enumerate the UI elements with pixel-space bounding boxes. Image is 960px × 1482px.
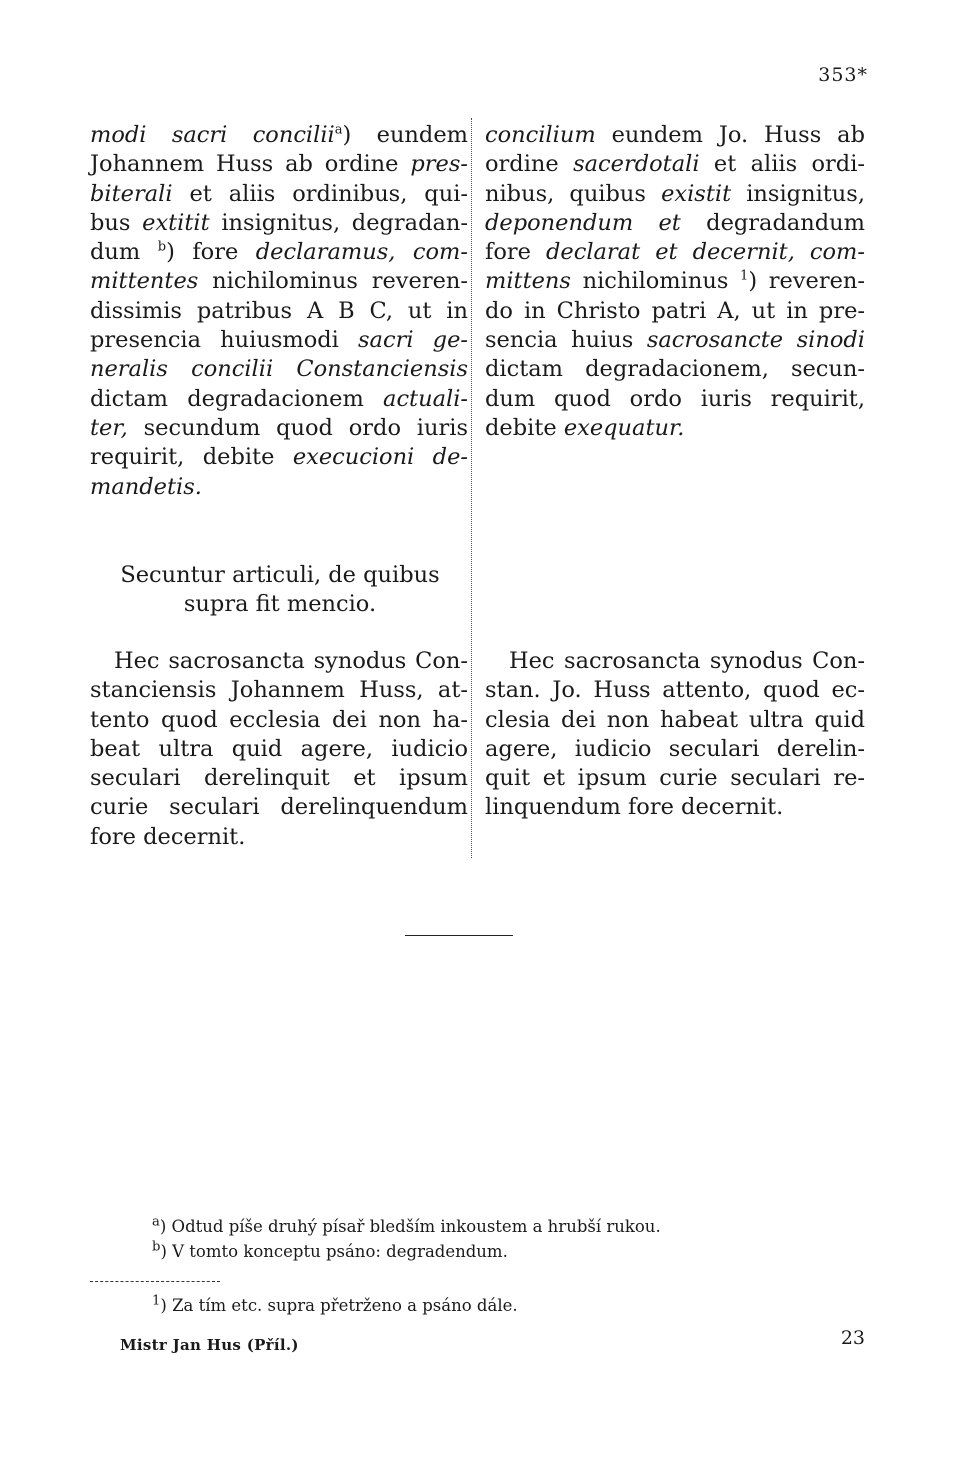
editor-note-mark: 1 xyxy=(152,1293,161,1309)
text-segment: declarat et decernit, com- xyxy=(546,239,865,266)
text-segment: tento quod ecclesia dei non ha- xyxy=(90,706,468,733)
editor-note-text: ) Za tím etc. supra přetrženo a psáno dále. xyxy=(160,1296,518,1315)
text-segment: agere, iudicio seculari derelin- xyxy=(485,735,865,762)
text-line xyxy=(90,121,468,150)
text-line xyxy=(485,647,865,676)
footnote-text: ) Odtud píše druhý písař bledším inkoustem a hrubší rukou. xyxy=(159,1217,661,1236)
text-segment: Hec sacrosancta synodus Con- xyxy=(509,648,865,674)
text-segment: neralis concilii Constanciensis xyxy=(90,356,468,383)
editor-notes xyxy=(152,1294,518,1318)
text-segment: seculari derelinquit et ipsum xyxy=(90,765,468,792)
text-line xyxy=(90,267,468,296)
text-segment: fore decernit. xyxy=(90,823,246,850)
text-segment: modi sacri concilii xyxy=(90,122,335,148)
text-line xyxy=(485,150,865,179)
left-column-top xyxy=(90,121,468,502)
text-line xyxy=(90,180,468,209)
footnote xyxy=(152,1239,661,1264)
text-line xyxy=(485,180,865,209)
text-segment: deponendum et xyxy=(485,209,681,236)
column-divider xyxy=(471,118,472,858)
text-segment: mittentes xyxy=(90,268,199,295)
page-number: 353* xyxy=(818,64,868,86)
text-segment: extitit xyxy=(142,209,210,236)
section-heading xyxy=(90,561,470,620)
text-line xyxy=(90,647,468,676)
footnote-text: ) V tomto konceptu psáno: degradendum. xyxy=(160,1242,508,1261)
text-segment: ter, xyxy=(90,414,128,441)
text-line xyxy=(485,267,865,296)
text-segment: quit et ipsum curie seculari re- xyxy=(485,765,865,792)
text-segment: concilium xyxy=(485,122,596,148)
footnotes xyxy=(152,1214,661,1264)
text-segment: existit xyxy=(661,180,732,207)
center-rule xyxy=(405,935,513,936)
text-segment: Hec sacrosancta synodus Con- xyxy=(114,648,468,674)
text-line xyxy=(90,209,468,238)
text-segment: beat ultra quid agere, iudicio xyxy=(90,735,468,762)
text-line xyxy=(485,121,865,150)
text-line xyxy=(90,238,468,267)
text-segment: linquendum fore decernit. xyxy=(485,794,784,821)
text-segment: requirit, debite xyxy=(90,444,293,471)
text-line xyxy=(90,823,468,852)
text-line xyxy=(485,209,865,238)
text-line xyxy=(90,326,468,355)
text-line xyxy=(485,414,865,443)
sheet-number: 23 xyxy=(840,1327,865,1349)
text-segment: stanciensis Johannem Huss, at- xyxy=(90,677,468,704)
text-line xyxy=(485,238,865,267)
text-segment: pres- xyxy=(410,151,468,178)
text-segment: ordine xyxy=(485,151,574,178)
text-line xyxy=(90,297,468,326)
text-line xyxy=(90,385,468,414)
text-segment: sencia huius xyxy=(485,327,647,354)
text-segment: clesia dei non habeat ultra quid xyxy=(485,706,865,733)
text-segment: mandetis. xyxy=(90,473,202,500)
text-line xyxy=(90,676,468,705)
text-segment: et aliis ordi- xyxy=(699,151,866,178)
heading-line: Secuntur articuli, de quibus xyxy=(120,562,440,588)
right-column-top xyxy=(485,121,865,443)
footnote-mark: a xyxy=(152,1214,160,1230)
footnote-ref: a xyxy=(334,122,343,138)
text-line xyxy=(90,150,468,179)
text-segment: debite xyxy=(485,414,564,441)
text-line xyxy=(485,735,865,764)
text-segment: stan. Jo. Huss attento, quod ec- xyxy=(485,677,865,704)
footnote-mark: b xyxy=(152,1239,161,1255)
text-line xyxy=(485,355,865,384)
text-line xyxy=(90,735,468,764)
text-segment: dum xyxy=(90,239,158,266)
text-segment: Johannem Huss ab ordine xyxy=(90,151,411,178)
text-line xyxy=(485,676,865,705)
text-segment: presencia huiusmodi xyxy=(90,327,359,354)
text-segment: et aliis ordinibus, qui- xyxy=(172,180,468,207)
text-segment: eundem Jo. Huss ab xyxy=(595,122,865,148)
text-line xyxy=(90,443,468,472)
editor-note xyxy=(152,1294,518,1318)
text-segment: nichilominus reveren- xyxy=(198,268,468,295)
signature-line: Mistr Jan Hus (Příl.) xyxy=(120,1336,299,1354)
text-line xyxy=(485,326,865,355)
text-line xyxy=(90,414,468,443)
text-segment: fore xyxy=(485,239,546,266)
text-segment: insignitus, xyxy=(731,180,865,207)
text-segment: dictam degradacionem xyxy=(90,385,384,412)
text-segment: dictam degradacionem, secun- xyxy=(485,356,865,383)
footnote xyxy=(152,1214,661,1239)
text-line xyxy=(90,706,468,735)
text-segment: nichilominus xyxy=(570,268,740,295)
text-segment: nibus, quibus xyxy=(485,180,662,207)
footnote-ref: b xyxy=(157,239,167,255)
text-line xyxy=(485,297,865,326)
text-line xyxy=(485,793,865,822)
text-segment: declaramus, com- xyxy=(255,239,468,266)
text-line xyxy=(90,793,468,822)
text-segment: curie seculari derelinquendum xyxy=(90,794,468,821)
text-segment: ) eundem xyxy=(342,122,468,148)
text-segment: sacerdotali xyxy=(573,151,700,178)
text-segment: degradandum xyxy=(680,209,865,236)
text-segment: execucioni de- xyxy=(292,444,468,471)
text-segment: dum quod ordo iuris requirit, xyxy=(485,385,865,412)
text-segment: exequatur. xyxy=(563,414,685,441)
text-segment: do in Christo patri A, ut in pre- xyxy=(485,297,865,324)
text-segment: bus xyxy=(90,209,143,236)
heading-line: supra fit mencio. xyxy=(183,591,377,618)
right-column-bottom xyxy=(485,647,865,823)
text-segment: dissimis patribus A B C, ut in xyxy=(90,297,468,324)
text-line xyxy=(90,764,468,793)
text-line xyxy=(90,355,468,384)
text-segment: ) reveren- xyxy=(748,268,865,295)
left-column-bottom xyxy=(90,647,468,852)
text-line xyxy=(90,473,468,502)
text-segment: secundum quod ordo iuris xyxy=(127,414,468,441)
text-line xyxy=(485,706,865,735)
text-segment: insignitus, degradan- xyxy=(209,209,469,236)
text-segment: actuali- xyxy=(383,385,468,412)
text-segment: sacri ge- xyxy=(358,327,468,354)
text-segment: sacrosancte sinodi xyxy=(646,327,865,354)
text-line xyxy=(485,764,865,793)
text-segment: ) fore xyxy=(166,239,256,266)
footnote-ref: 1 xyxy=(740,268,749,284)
footer-rule xyxy=(90,1281,220,1282)
text-segment: biterali xyxy=(90,180,173,207)
text-segment: mittens xyxy=(485,268,571,295)
text-line xyxy=(485,385,865,414)
